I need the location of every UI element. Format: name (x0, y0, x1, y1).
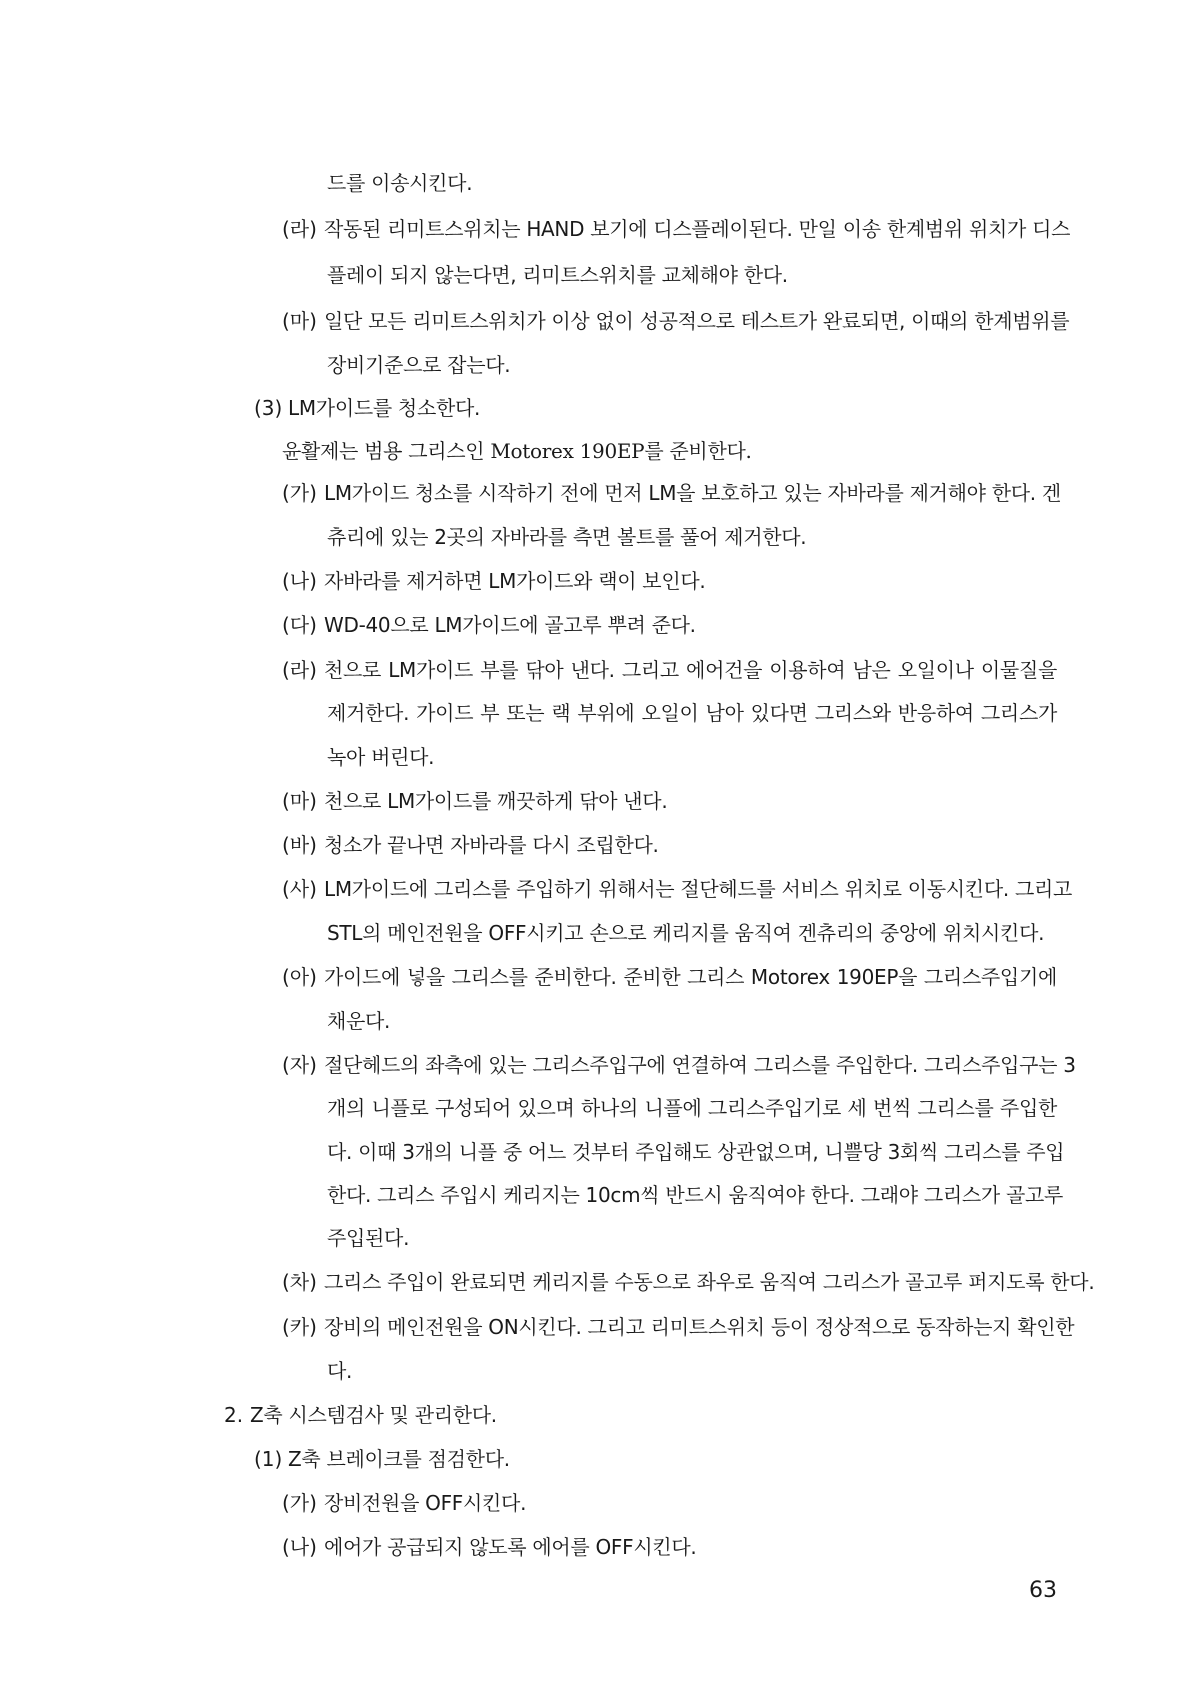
item-marker: (마) (282, 309, 317, 333)
item-text: 절단헤드의 좌측에 있는 그리스주입구에 연결하여 그리스를 주입한다. 그리스주입구는 3 (324, 1053, 1076, 1077)
text-line: 채운다. (327, 1009, 391, 1033)
item-marker: 2. (224, 1403, 244, 1427)
item-marker: (다) (282, 613, 317, 637)
item-text: LM가이드를 청소한다. (288, 396, 481, 420)
item-text: 에어가 공급되지 않도록 에어를 OFF시킨다. (324, 1535, 697, 1559)
item-marker: (1) (254, 1447, 283, 1471)
item-marker: (카) (282, 1315, 317, 1339)
item-text: 일단 모든 리미트스위치가 이상 없이 성공적으로 테스트가 완료되면, 이때의 한계범위를 (324, 309, 1070, 333)
item-marker: (자) (282, 1053, 317, 1077)
item-marker: (라) (282, 658, 317, 682)
text-line: 개의 니플로 구성되어 있으며 하나의 니플에 그리스주입기로 세 번씩 그리스를 주입한 (327, 1096, 1057, 1120)
item-text: 가이드에 넣을 그리스를 준비한다. 준비한 그리스 Motorex 190EP을 그리스주입기에 (324, 965, 1057, 989)
item-marker: (가) (282, 1491, 317, 1515)
text-line: 다. (327, 1359, 353, 1383)
item-marker: (라) (282, 217, 317, 241)
text-line: 윤활제는 범용 그리스인 Motorex 190EP를 준비한다. (282, 439, 752, 463)
item-marker: (차) (282, 1270, 317, 1294)
item-text: Z축 브레이크를 점검한다. (288, 1447, 510, 1471)
item-text: Z축 시스템검사 및 관리한다. (250, 1403, 497, 1427)
text-line: 다. 이때 3개의 니플 중 어느 것부터 주입해도 상관없으며, 니쁠당 3회씩 그리스를 주입 (327, 1140, 1065, 1164)
item-marker: (나) (282, 1535, 317, 1559)
text-line: 플레이 되지 않는다면, 리미트스위치를 교체해야 한다. (327, 263, 788, 287)
item-text: 장비의 메인전원을 ON시킨다. 그리고 리미트스위치 등이 정상적으로 동작하는지 확인한 (324, 1315, 1075, 1339)
page-number: 63 (1029, 1578, 1057, 1603)
text-line: 장비기준으로 잡는다. (327, 353, 511, 377)
text-line: STL의 메인전원을 OFF시키고 손으로 케리지를 움직여 겐츄리의 중앙에 위치시킨다. (327, 921, 1045, 945)
text-line: 한다. 그리스 주입시 케리지는 10cm씩 반드시 움직여야 한다. 그래야 그리스가 골고루 (327, 1183, 1064, 1207)
item-marker: (바) (282, 833, 317, 857)
item-text: 천으로 LM가이드를 깨끗하게 닦아 낸다. (324, 789, 668, 813)
item-text: 청소가 끝나면 자바라를 다시 조립한다. (324, 833, 659, 857)
item-marker: (3) (254, 396, 283, 420)
item-text: LM가이드 청소를 시작하기 전에 먼저 LM을 보호하고 있는 자바라를 제거해야 한다. 겐 (324, 481, 1061, 505)
item-text: 천으로 LM가이드 부를 닦아 낸다. 그리고 에어건을 이용하여 남은 오일이나 이물질을 (324, 658, 1057, 682)
text-line: 주입된다. (327, 1226, 410, 1250)
item-text: 작동된 리미트스위치는 HAND 보기에 디스플레이된다. 만일 이송 한계범위 위치가 디스 (324, 217, 1071, 241)
item-text: 장비전원을 OFF시킨다. (324, 1491, 527, 1515)
text-line: 드를 이송시킨다. (327, 171, 473, 195)
text-line: 츄리에 있는 2곳의 자바라를 측면 볼트를 풀어 제거한다. (327, 525, 807, 549)
text-line: 녹아 버린다. (327, 745, 435, 769)
item-text: WD-40으로 LM가이드에 골고루 뿌려 준다. (324, 613, 696, 637)
text-line: 제거한다. 가이드 부 또는 랙 부위에 오일이 남아 있다면 그리스와 반응하여 그리스가 (327, 701, 1057, 725)
item-marker: (마) (282, 789, 317, 813)
item-text: 그리스 주입이 완료되면 케리지를 수동으로 좌우로 움직여 그리스가 골고루 퍼지도록 한다. (324, 1270, 1095, 1294)
item-marker: (사) (282, 877, 317, 901)
item-marker: (아) (282, 965, 317, 989)
item-text: 자바라를 제거하면 LM가이드와 랙이 보인다. (324, 569, 706, 593)
item-marker: (가) (282, 481, 317, 505)
item-text: LM가이드에 그리스를 주입하기 위해서는 절단헤드를 서비스 위치로 이동시킨다. 그리고 (324, 877, 1073, 901)
item-marker: (나) (282, 569, 317, 593)
